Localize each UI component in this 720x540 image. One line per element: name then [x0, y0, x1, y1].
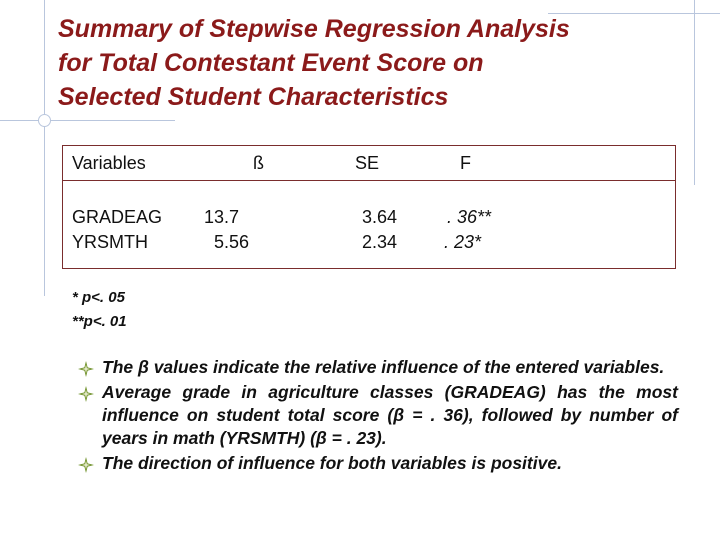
- row-1-se: 3.64: [362, 207, 398, 227]
- row-1-f: . 36**: [447, 207, 492, 227]
- row-2-se: 2.34: [362, 232, 398, 252]
- four-point-star-icon: [78, 457, 94, 473]
- table-left-border: [62, 145, 63, 269]
- bullet-text: Average grade in agriculture classes (GRADEAG) has the most influence on student total score (β = . 36), followed by number of years in math (YRSMTH) (β = . 23).: [102, 382, 678, 448]
- title-line-1: Summary of Stepwise Regression Analysis: [58, 15, 570, 43]
- bullet-list: [78, 356, 678, 477]
- significance-notes: [72, 286, 127, 334]
- four-point-star-icon: [78, 386, 94, 402]
- decor-ring-icon: [38, 114, 51, 127]
- bullet-item: [78, 356, 678, 379]
- decor-line-mid: [0, 120, 175, 121]
- row-2-beta: 5.56: [214, 232, 250, 252]
- row-2-f: . 23*: [444, 232, 482, 252]
- row-1-beta: 13.7: [204, 207, 240, 227]
- title-line-3: Selected Student Characteristics: [58, 83, 449, 111]
- title-line-2: for Total Contestant Event Score on: [58, 49, 484, 77]
- header-f: F: [460, 153, 471, 173]
- note-p05: * p<. 05: [72, 289, 125, 306]
- header-beta: ß: [253, 153, 264, 173]
- row-1-variable: GRADEAG: [72, 207, 163, 227]
- four-point-star-icon: [78, 361, 94, 377]
- table-header-rule: [62, 180, 676, 181]
- decor-line-right: [694, 0, 695, 185]
- decor-line-left: [44, 0, 45, 296]
- header-variables: Variables: [72, 153, 146, 173]
- bullet-text: The direction of influence for both variables is positive.: [102, 453, 562, 473]
- header-se: SE: [355, 153, 380, 173]
- bullet-item: [78, 381, 678, 450]
- slide-title: [58, 12, 678, 114]
- bullet-text: The β values indicate the relative influence of the entered variables.: [102, 357, 665, 377]
- bullet-item: [78, 452, 678, 475]
- row-2-variable: YRSMTH: [72, 232, 148, 252]
- note-p01: **p<. 01: [72, 313, 127, 330]
